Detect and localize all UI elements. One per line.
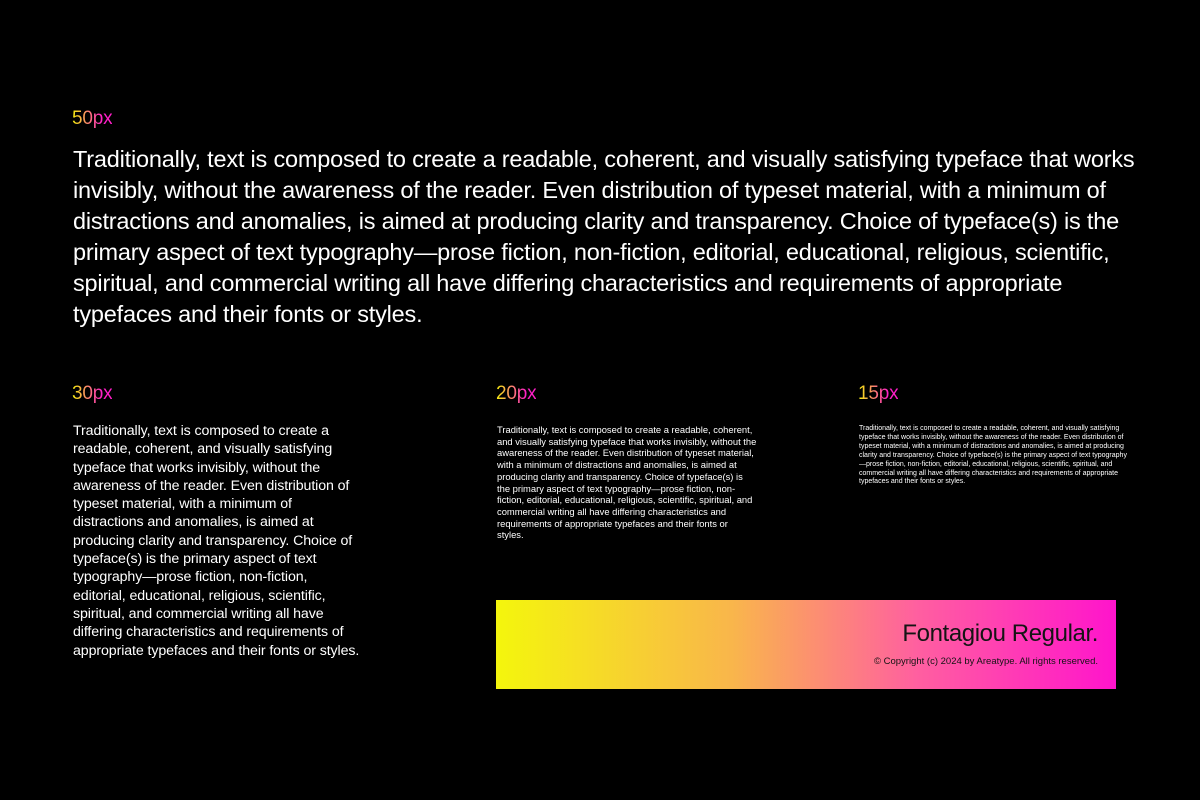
size-label-15: 15px bbox=[858, 383, 899, 404]
specimen-text-50: Traditionally, text is composed to create a readable, coherent, and visually satisfying typeface that works invisibly, without the awareness of the reader. Even distribution of typeset material, with a minimum of distractions and anomalies, is aimed at producing clarity and transparency. Choice of typeface(s) is the primary aspect of text typography—prose fiction, non-fiction, editorial, educational, religious, scientific, spiritual, and commercial writing all have differing characteristics and requirements of appropriate typefaces and their fonts or styles. bbox=[73, 146, 1135, 327]
size-label-20: 20px bbox=[496, 383, 537, 404]
size-label-30: 30px bbox=[72, 383, 113, 404]
font-name-banner bbox=[496, 600, 1116, 689]
copyright-notice: © Copyright (c) 2024 by Areatype. All rights reserved. bbox=[873, 656, 1098, 667]
font-name-title: Fontagiou Regular. bbox=[902, 620, 1098, 647]
specimen-text-20: Traditionally, text is composed to create a readable, coherent, and visually satisfying typeface that works invisibly, without the awareness of the reader. Even distribution of typeset material, with a minimum of distractions and anomalies, is aimed at producing clarity and transparency. Choice of typeface(s) is the primary aspect of text typography—prose fiction, non-fiction, editorial, educational, religious, scientific, spiritual, and commercial writing all have differing characteristics and requirements of appropriate typefaces and their fonts or styles. bbox=[497, 424, 757, 541]
size-label-50: 50px bbox=[72, 108, 113, 129]
specimen-text-30: Traditionally, text is composed to create a readable, coherent, and visually satisfying typeface that works invisibly, without the awareness of the reader. Even distribution of typeset material, with a minimum of distractions and anomalies, is aimed at producing clarity and transparency. Choice of typeface(s) is the primary aspect of text typography—prose fiction, non-fiction, editorial, educational, religious, scientific, spiritual, and commercial writing all have differing characteristics and requirements of appropriate typefaces and their fonts or styles. bbox=[73, 423, 360, 659]
specimen-text-15: Traditionally, text is composed to create a readable, coherent, and visually satisfying typeface that works invisibly, without the awareness of the reader. Even distribution of typeset material, with a minimum of distractions and anomalies, is aimed at producing clarity and transparency. Choice of typeface(s) is the primary aspect of text typography—prose fiction, non-fiction, editorial, educational, religious, scientific, spiritual, and commercial writing all have differing characteristics and requirements of appropriate typefaces and their fonts or styles. bbox=[859, 425, 1127, 486]
